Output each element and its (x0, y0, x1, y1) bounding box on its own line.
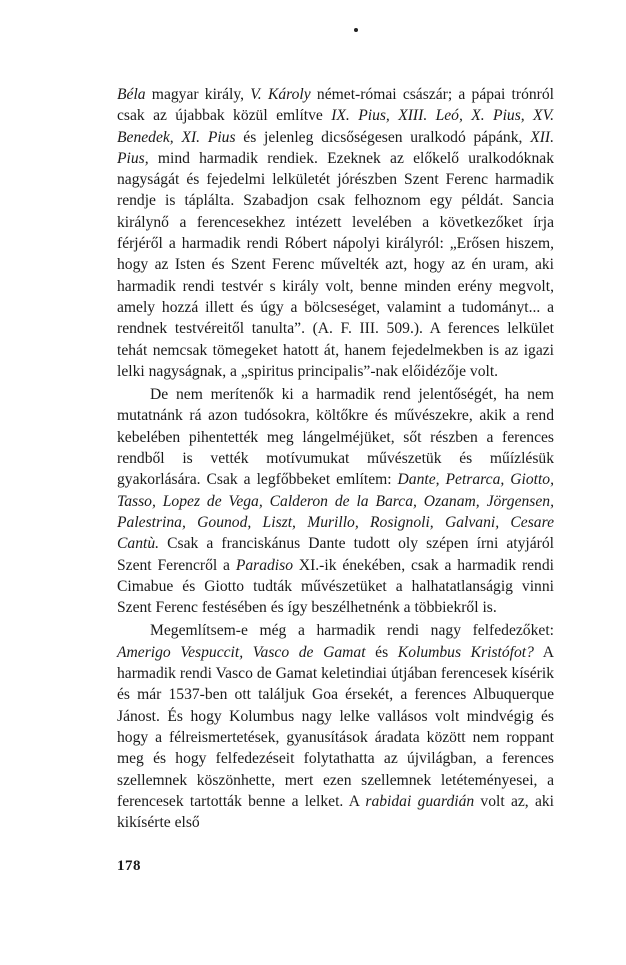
text-run: német-római császár; a pápai trónról csak az újabbak közül említve (117, 86, 554, 125)
italic-text-run: Amerigo Vespuccit, Vasco de Gamat (117, 643, 366, 661)
paragraph-3 (117, 620, 554, 833)
italic-text-run: IX. Pius, XIII. Leó, X. Pius, XV. Benedek, XI. Pius (117, 107, 554, 146)
italic-text-run: Dante, Petrarca, Giotto, Tasso, Lopez de Vega, Calderon de la Barca, Ozanam, Jörgensen, Palestrina, Gounod, Liszt, Murillo, Rosignoli, Galvani, Cesare Cantù. (117, 471, 554, 553)
text-run: XI.-ik énekében, csak a harmadik rendi Cimabue és Giotto tudták művészetüket a halhatatlanságig vinni Szent Ferenc festésében és így beszélhetnénk a többiekről is. (117, 556, 554, 617)
italic-text-run: Kolumbus Kristófot? (397, 643, 534, 661)
text-run: Csak a franciskánus Dante tudott oly szépen írni atyjáról Szent Ferencről a (117, 535, 554, 574)
text-run: A harmadik rendi Vasco de Gamat keletindiai útjában ferencesek kísérik és már 1537-ben ott találjuk Goa érsekét, a ferences Albuquerque Jánost. És hogy Kolumbus nagy lelke vallásos volt mindvégig és hogy a félreismertetések, gyanusítások áradata között nem roppant meg és hogy felfedezéseit folytathatta az újvilágban, a ferences szellemnek köszönhette, mert ezen szellemnek letéteményesei, a ferencesek tartották benne a lelket. A (117, 643, 554, 810)
italic-text-run: rabidai guardián (365, 792, 475, 810)
text-run: magyar király, (145, 86, 251, 103)
paragraph-2 (117, 384, 554, 618)
text-run: és (365, 643, 398, 661)
text-run: és jelenleg dicsőségesen uralkodó pápánk, (235, 128, 531, 146)
italic-text-run: V. Károly (250, 86, 311, 103)
page-number: 178 (117, 858, 141, 874)
top-ink-dot (354, 28, 358, 32)
italic-text-run: Béla (117, 86, 146, 103)
text-run: mind harmadik rendiek. Ezeknek az előkelő uralkodóknak nagyságát és fejedelmi lelkületét jórészben Szent Ferenc harmadik rendje is táplálta. Szabadjon csak felhoznom egy példát. Sancia királynő a ferencesekhez intézett levelében a következőket írja férjéről a harmadik rendi Róbert nápolyi királyról: „Erősen hiszem, hogy az Isten és Szent Ferenc művelték azt, hogy az én uram, aki harmadik rendi testvér s király volt, benne minden erény megvolt, amely hozzá illett és úgy a bölcseséget, valamint a tudományt... a rendnek testvéreitől tanulta”. (A. F. III. 509.). A ferences lelkület tehát nemcsak tömegeket hatott át, hanem fejedelmekben is az igazi lelki nagyságnak, a „spiritus principalis”-nak előidézője volt. (117, 149, 554, 380)
text-run: volt az, aki kikísérte első (117, 792, 554, 832)
italic-text-run: XII. Pius, (117, 128, 554, 167)
text-run: Megemlítsem-e még a harmadik rendi nagy felfedezőket: (150, 622, 554, 640)
text-run: De nem merítenők ki a harmadik rend jelentőségét, ha nem mutatnánk rá azon tudósokra, költőkre és művészekre, akik a rend kebelében pihentették meg lángelméjüket, sőt részben a ferences rendből is vették motívumukat művészetük és műízlésük gyakorlására. Csak a legfőbbeket említem: (117, 386, 554, 489)
italic-text-run: Paradiso (235, 556, 293, 574)
page-body (117, 84, 554, 833)
paragraph-1 (117, 84, 554, 382)
